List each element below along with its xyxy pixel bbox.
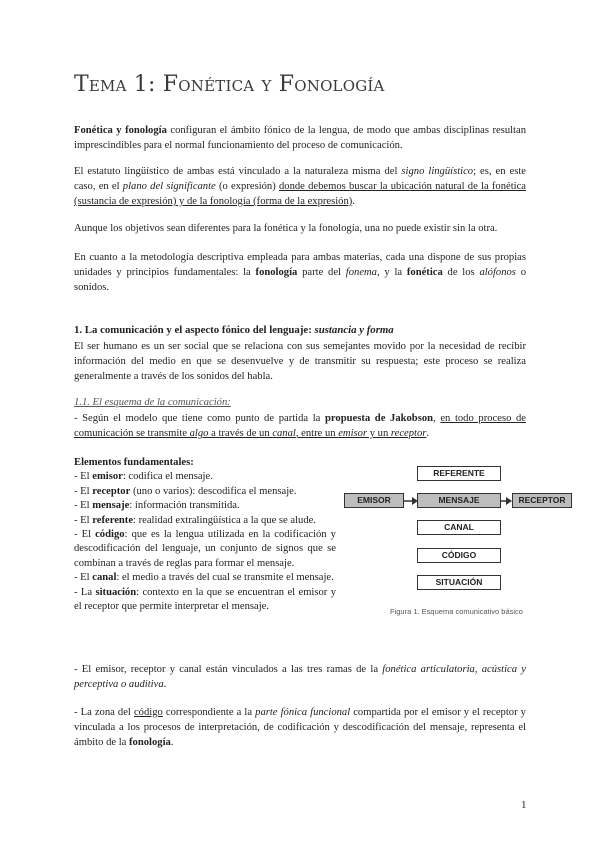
box-emisor: EMISOR bbox=[344, 493, 404, 508]
box-situacion: SITUACIÓN bbox=[417, 575, 501, 590]
section-body: El ser humano es un ser social que se relaciona con sus semejantes movido por la necesidad de recibir información del medio en que se desenvuelve y de transmitir su respuesta; este proceso se realiza generalmente a través de los sonidos del habla. bbox=[74, 341, 526, 382]
text: . bbox=[426, 428, 430, 439]
text: fonética bbox=[406, 267, 443, 278]
box-receptor: RECEPTOR bbox=[512, 493, 572, 508]
text: 1. La comunicación y el aspecto fónico del lenguaje: bbox=[74, 324, 315, 336]
closing-paragraph-2 bbox=[74, 705, 526, 750]
text: o sonidos. bbox=[74, 267, 527, 293]
text: referente bbox=[92, 514, 134, 526]
list-item bbox=[74, 528, 336, 571]
text: emisor bbox=[338, 428, 368, 439]
text: y un bbox=[367, 428, 391, 439]
text: : realidad extralingüística a la que se alude. bbox=[133, 514, 316, 526]
text: canal bbox=[92, 572, 117, 584]
text: ; es, en este caso, en el bbox=[74, 166, 526, 192]
text: fonología bbox=[129, 737, 171, 748]
text: - Según el modelo que tiene como punto de partida la bbox=[74, 413, 326, 424]
text: algo bbox=[189, 428, 209, 439]
text: correspondiente a la bbox=[162, 707, 256, 718]
text: receptor bbox=[92, 485, 131, 497]
text: , bbox=[433, 413, 441, 424]
communication-diagram bbox=[344, 466, 574, 616]
elements-heading: Elementos fundamentales: bbox=[74, 457, 194, 468]
text: - El bbox=[74, 485, 93, 497]
text: : codifica el mensaje. bbox=[122, 471, 213, 483]
page-title: Tema 1: Fonética y Fonología bbox=[74, 72, 385, 97]
text: sustancia y forma bbox=[314, 324, 394, 336]
intro-paragraph-3: Aunque los objetivos sean diferentes para la fonética y la fonología, una no puede existir sin la otra. bbox=[74, 223, 498, 234]
text: (uno o varios): descodifica el mensaje. bbox=[130, 485, 297, 497]
text: - El bbox=[74, 500, 93, 512]
box-canal: CANAL bbox=[417, 520, 501, 535]
text: situación bbox=[95, 586, 137, 598]
intro-paragraph-4 bbox=[74, 250, 526, 295]
text: propuesta de Jakobson bbox=[325, 413, 434, 424]
page-number: 1 bbox=[521, 799, 527, 811]
text: en todo proceso de comunicación se transmite bbox=[74, 413, 526, 439]
figure-caption: Figura 1. Esquema comunicativo básico bbox=[390, 607, 523, 616]
text: a través de un bbox=[208, 428, 273, 439]
list-item bbox=[74, 514, 336, 528]
text: parte fónica funcional bbox=[255, 707, 351, 718]
text: : contexto en la que se encuentran el emisor y el receptor que permite interpretar el mensaje. bbox=[74, 586, 337, 613]
box-mensaje: MENSAJE bbox=[417, 493, 501, 508]
jakobson-paragraph bbox=[74, 411, 526, 441]
text: : información transmitida. bbox=[129, 500, 240, 512]
intro-text: configuran el ámbito fónico de la lengua, de modo que ambas disciplinas resultan imprescindibles para el normal funcionamiento del proceso de comunicación. bbox=[74, 125, 526, 151]
text: fonética articulatoria, acústica y perceptiva o auditiva bbox=[74, 664, 526, 690]
text: código bbox=[133, 707, 163, 718]
text: - El emisor, receptor y canal están vinculados a las tres ramas de la bbox=[74, 664, 383, 675]
text: signo lingüístico bbox=[401, 166, 474, 177]
text: - El bbox=[74, 514, 93, 526]
closing-paragraph-1 bbox=[74, 662, 526, 692]
box-referente: REFERENTE bbox=[417, 466, 501, 481]
list-item bbox=[74, 485, 336, 499]
text: plano del significante bbox=[122, 181, 216, 192]
list-item bbox=[74, 586, 336, 615]
section-heading bbox=[74, 324, 394, 336]
text: código bbox=[95, 529, 125, 541]
text: compartida por el emisor y el receptor y vinculada a los procesos de interpretación, de codificación y descodificación del mensaje, representa el ámbito de la bbox=[74, 707, 526, 748]
intro-term: Fonética y fonología bbox=[74, 125, 167, 136]
text: parte del bbox=[297, 267, 346, 278]
text: (o expresión) bbox=[215, 181, 279, 192]
text: , entre un bbox=[295, 428, 339, 439]
text: - La bbox=[74, 586, 96, 598]
text: - El bbox=[74, 572, 93, 584]
text: - El bbox=[74, 471, 93, 483]
text: En cuanto a la metodología descriptiva empleada para ambas materias, cada una dispone de sus propias unidades y principios fundamentales: la bbox=[74, 252, 526, 278]
text: emisor bbox=[92, 471, 123, 483]
list-item bbox=[74, 470, 336, 484]
text: . bbox=[170, 737, 174, 748]
text: El estatuto lingüístico de ambas está vinculado a la naturaleza misma del bbox=[74, 166, 402, 177]
text: fonema bbox=[345, 267, 377, 278]
text: - La zona del bbox=[74, 707, 134, 718]
text: de los bbox=[442, 267, 480, 278]
text: : el medio a través del cual se transmite el mensaje. bbox=[116, 572, 334, 584]
text: mensaje bbox=[92, 500, 130, 512]
text: donde debemos buscar la ubicación natural de la fonética (sustancia de expresión) y de la fonología (forma de la expresión) bbox=[74, 181, 526, 207]
subsection-heading: 1.1. El esquema de la comunicación: bbox=[74, 397, 231, 408]
text: canal bbox=[272, 428, 296, 439]
text: , y la bbox=[376, 267, 407, 278]
text: fonología bbox=[255, 267, 298, 278]
text: - El bbox=[74, 529, 96, 541]
box-codigo: CÓDIGO bbox=[417, 548, 501, 563]
text: . bbox=[352, 196, 355, 207]
text: . bbox=[163, 679, 167, 690]
elements-list bbox=[74, 456, 336, 614]
list-item bbox=[74, 571, 336, 585]
text: : que es la lengua utilizada en la codificación y descodificación del lenguaje, un conjunto de signos que se combinan a través de reglas para formar el mensaje. bbox=[74, 529, 336, 569]
intro-paragraph-2 bbox=[74, 164, 526, 209]
text: receptor bbox=[390, 428, 427, 439]
list-item bbox=[74, 499, 336, 513]
text: alófonos bbox=[479, 267, 516, 278]
intro-paragraph-1 bbox=[74, 123, 526, 153]
